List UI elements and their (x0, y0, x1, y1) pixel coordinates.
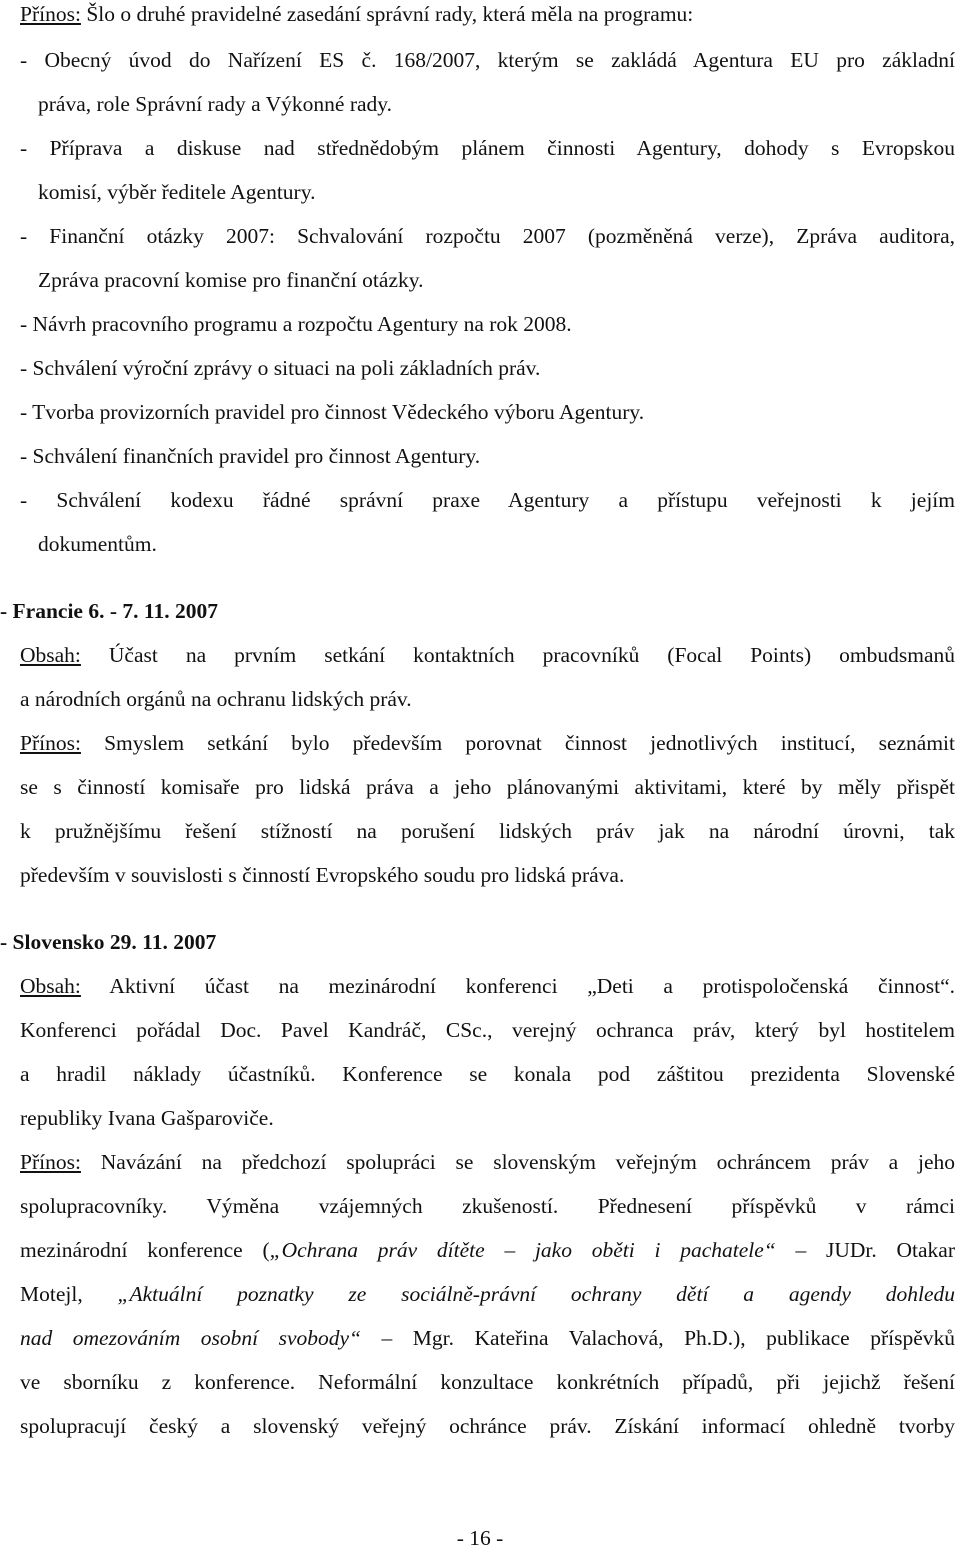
list-item: - Příprava a diskuse nad střednědobým plánem činnosti Agentury, dohody s Evropskou (20, 136, 955, 160)
section-label: Přínos: (20, 731, 81, 755)
list-item-continuation: práva, role Správní rady a Výkonné rady. (38, 92, 393, 116)
paragraph-line: se s činností komisaře pro lidská práva a jeho plánovanými aktivitami, které by měly přispět (20, 775, 955, 799)
list-item-continuation: komisí, výběr ředitele Agentury. (38, 180, 316, 204)
paragraph-line: Obsah: Účast na prvním setkání kontaktních pracovníků (Focal Points) ombudsmanů (20, 643, 955, 667)
paragraph-line: k pružnějšímu řešení stížností na porušení lidských práv jak na národní úrovni, tak (20, 819, 955, 843)
paragraph-line: a národních orgánů na ochranu lidských práv. (20, 687, 412, 711)
cited-title: „Aktuální poznatky ze sociálně-právní ochrany dětí a agendy dohledu (117, 1282, 955, 1306)
paragraph-line: Obsah: Aktivní účast na mezinárodní konferenci „Deti a protispoločenská činnost“. (20, 974, 955, 998)
list-item: - Schválení výroční zprávy o situaci na poli základních práv. (20, 356, 541, 380)
list-item: - Schválení kodexu řádné správní praxe Agentury a přístupu veřejnosti k jejím (20, 488, 955, 512)
section-label: Přínos: (20, 2, 81, 26)
paragraph-line: republiky Ivana Gašparoviče. (20, 1106, 274, 1130)
section-heading: - Slovensko 29. 11. 2007 (0, 930, 217, 954)
list-item: - Schválení finančních pravidel pro činnost Agentury. (20, 444, 481, 468)
section-label: Obsah: (20, 974, 81, 998)
paragraph-line: Přínos: Navázání na předchozí spolupráci se slovenským veřejným ochráncem práv a jeho (20, 1150, 955, 1174)
list-item: - Obecný úvod do Nařízení ES č. 168/2007, kterým se zakládá Agentura EU pro základní (20, 48, 955, 72)
paragraph-line: Přínos: Smyslem setkání bylo především porovnat činnost jednotlivých institucí, seznámit (20, 731, 955, 755)
list-item-continuation: dokumentům. (38, 532, 157, 556)
list-item: - Finanční otázky 2007: Schvalování rozpočtu 2007 (pozměněná verze), Zpráva auditora, (20, 224, 955, 248)
paragraph-line: Motejl, „Aktuální poznatky ze sociálně-právní ochrany dětí a agendy dohledu (20, 1282, 955, 1306)
paragraph-line: a hradil náklady účastníků. Konference se konala pod záštitou prezidenta Slovenské (20, 1062, 955, 1086)
paragraph-line: nad omezováním osobní svobody“ – Mgr. Kateřina Valachová, Ph.D.), publikace příspěvků (20, 1326, 956, 1350)
list-item: - Tvorba provizorních pravidel pro činnost Vědeckého výboru Agentury. (20, 400, 645, 424)
paragraph-line: ve sborníku z konference. Neformální konzultace konkrétních případů, při jejichž řešení (20, 1370, 955, 1394)
section-label: Obsah: (20, 643, 81, 667)
paragraph-line: především v souvislosti s činností Evropského soudu pro lidská práva. (20, 863, 625, 887)
cited-title: „Ochrana práv dítěte – jako oběti i pachatele“ (269, 1238, 776, 1262)
section-label: Přínos: (20, 1150, 81, 1174)
cited-title: nad omezováním osobní svobody“ (20, 1326, 362, 1350)
section-heading: - Francie 6. - 7. 11. 2007 (0, 599, 218, 623)
list-item-continuation: Zpráva pracovní komise pro finanční otázky. (38, 268, 424, 292)
paragraph-line: mezinárodní konference („Ochrana práv dítěte – jako oběti i pachatele“ – JUDr. Otakar (20, 1238, 956, 1262)
paragraph-line: spolupracovníky. Výměna vzájemných zkušeností. Přednesení příspěvků v rámci (20, 1194, 955, 1218)
page-number: - 16 - (456, 1526, 504, 1550)
paragraph-line: Konferenci pořádal Doc. Pavel Kandráč, CSc., verejný ochranca práv, který byl hostitelem (20, 1018, 955, 1042)
list-item: - Návrh pracovního programu a rozpočtu Agentury na rok 2008. (20, 312, 572, 336)
paragraph-line: Přínos: Šlo o druhé pravidelné zasedání správní rady, která měla na programu: (20, 2, 694, 26)
paragraph-line: spolupracují český a slovenský veřejný ochránce práv. Získání informací ohledně tvorby (20, 1414, 955, 1438)
